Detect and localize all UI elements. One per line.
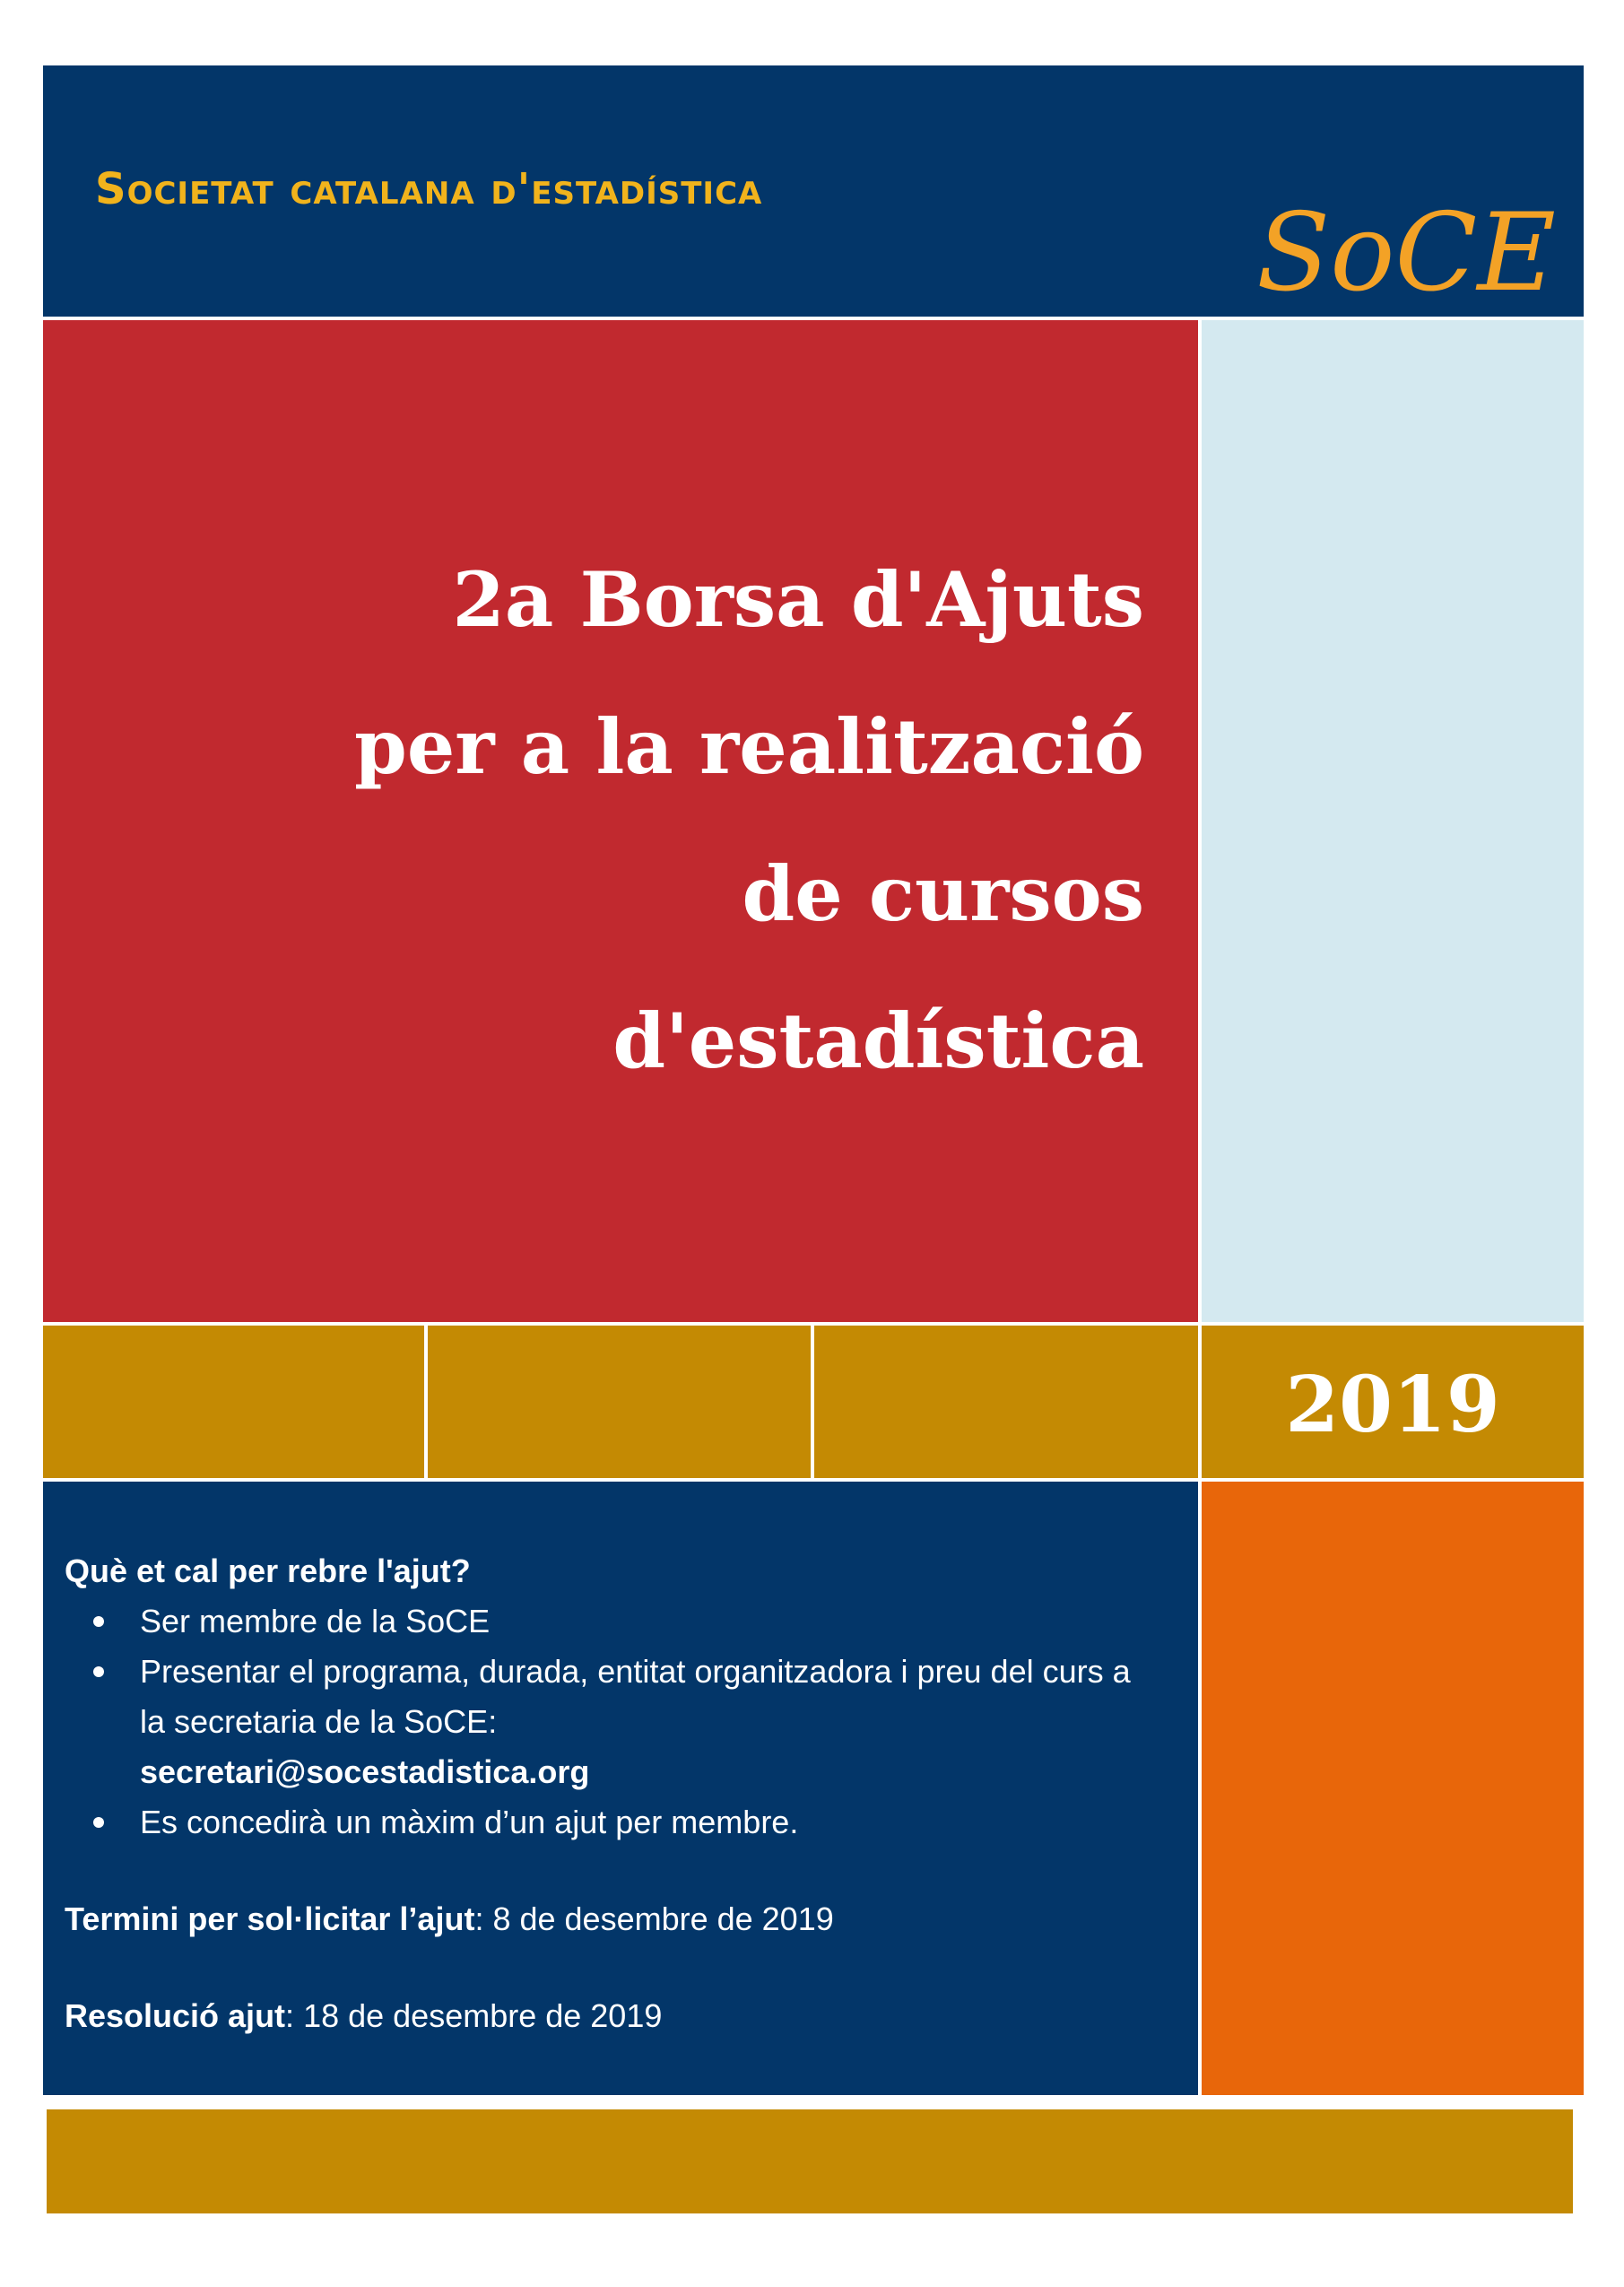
gold-tile-1: [43, 1326, 424, 1478]
header-banner: [43, 65, 1584, 317]
requirement-item-2: [118, 1647, 1159, 1797]
resolution-value: 18 de desembre de 2019: [294, 1997, 663, 2034]
requirement-item-3-text: Es concedirà un màxim d’un ajut per membre.: [140, 1804, 799, 1840]
soce-logo-text: SoCE: [1256, 191, 1556, 316]
orange-panel: [1202, 1482, 1584, 2095]
deadline-separator: :: [474, 1900, 484, 1937]
requirements-list: [65, 1596, 1159, 1848]
deadline-label: Termini per sol·licitar l’ajut: [65, 1900, 475, 1937]
resolution-label: Resolució ajut: [65, 1997, 286, 2034]
requirements-heading: Què et cal per rebre l'ajut?: [65, 1552, 471, 1589]
requirement-item-2-text: Presentar el programa, durada, entitat organitzadora i preu del curs a la secretaria de la SoCE:: [140, 1653, 1131, 1740]
requirement-item-1-text: Ser membre de la SoCE: [140, 1603, 491, 1639]
poster-title: [354, 526, 1144, 1115]
requirement-item-3: [118, 1797, 1159, 1848]
gold-tile-2: [428, 1326, 811, 1478]
title-line-2: per a la realització: [354, 702, 1144, 791]
deadline-value: 8 de desembre de 2019: [483, 1900, 834, 1937]
title-line-1: 2a Borsa d'Ajuts: [452, 555, 1144, 644]
title-line-3: de cursos: [742, 849, 1144, 938]
year-label: 2019: [1285, 1360, 1500, 1450]
title-panel: [43, 320, 1198, 1322]
requirement-item-1: [118, 1596, 1159, 1647]
light-blue-panel: [1202, 320, 1584, 1322]
year-tile: [1202, 1326, 1584, 1478]
organization-name: Societat catalana d'estadística: [95, 164, 763, 214]
gold-tile-3: [814, 1326, 1198, 1478]
secretary-email: secretari@socestadistica.org: [140, 1753, 590, 1790]
resolution-separator: :: [285, 1997, 295, 2034]
info-panel: [43, 1482, 1198, 2095]
deadline-line: [65, 1894, 1159, 1944]
footer-bar: [47, 2109, 1573, 2213]
info-content: [65, 1546, 1159, 2041]
resolution-line: [65, 1991, 1159, 2041]
title-line-4: d'estadística: [612, 996, 1144, 1085]
